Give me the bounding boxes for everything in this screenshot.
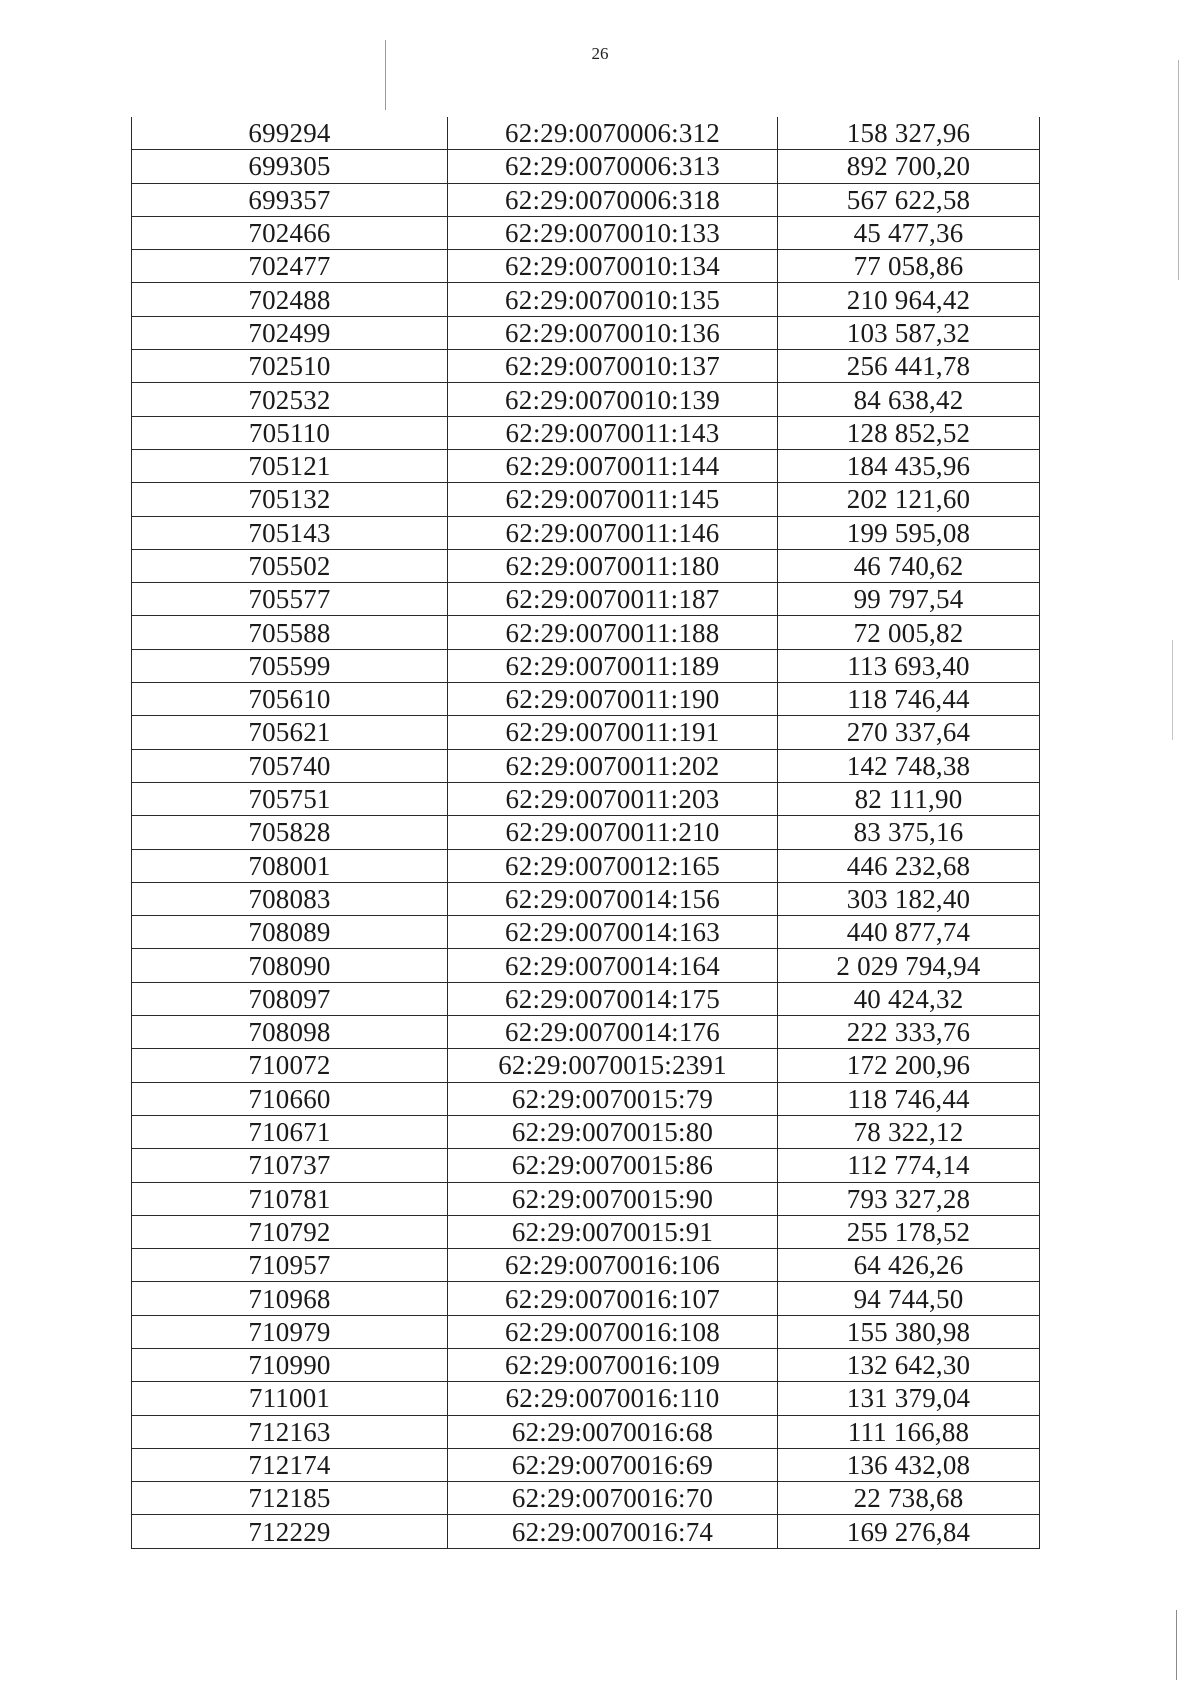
table-row: [132, 416, 1040, 449]
value-cell: 103 587,32: [778, 316, 1040, 349]
record-number-cell: 712229: [132, 1515, 448, 1548]
table-row: [132, 1215, 1040, 1248]
value-cell: 158 327,96: [778, 117, 1040, 150]
table-row: [132, 649, 1040, 682]
table-row: [132, 316, 1040, 349]
cadastral-number-cell: 62:29:0070014:163: [448, 916, 778, 949]
table-row: [132, 716, 1040, 749]
cadastral-number-cell: 62:29:0070016:106: [448, 1249, 778, 1282]
record-number-cell: 708083: [132, 882, 448, 915]
table-row: [132, 1182, 1040, 1215]
value-cell: 131 379,04: [778, 1382, 1040, 1415]
cadastral-number-cell: 62:29:0070006:313: [448, 150, 778, 183]
value-cell: 169 276,84: [778, 1515, 1040, 1548]
value-cell: 40 424,32: [778, 982, 1040, 1015]
table-row: [132, 1448, 1040, 1481]
record-number-cell: 705143: [132, 516, 448, 549]
record-number-cell: 705121: [132, 449, 448, 482]
record-number-cell: 702499: [132, 316, 448, 349]
table-row: [132, 1482, 1040, 1515]
table-row: [132, 683, 1040, 716]
value-cell: 567 622,58: [778, 183, 1040, 216]
value-cell: 45 477,36: [778, 216, 1040, 249]
record-number-cell: 711001: [132, 1382, 448, 1415]
cadastral-number-cell: 62:29:0070011:203: [448, 782, 778, 815]
value-cell: 112 774,14: [778, 1149, 1040, 1182]
scan-artifact-line: [1176, 1610, 1177, 1680]
value-cell: 46 740,62: [778, 549, 1040, 582]
record-number-cell: 708089: [132, 916, 448, 949]
record-number-cell: 705621: [132, 716, 448, 749]
value-cell: 77 058,86: [778, 250, 1040, 283]
record-number-cell: 702532: [132, 383, 448, 416]
record-number-cell: 705502: [132, 549, 448, 582]
record-number-cell: 710781: [132, 1182, 448, 1215]
record-number-cell: 702488: [132, 283, 448, 316]
record-number-cell: 710792: [132, 1215, 448, 1248]
table-row: [132, 1382, 1040, 1415]
value-cell: 184 435,96: [778, 449, 1040, 482]
record-number-cell: 710968: [132, 1282, 448, 1315]
table-row: [132, 1415, 1040, 1448]
table-row: [132, 183, 1040, 216]
value-cell: 113 693,40: [778, 649, 1040, 682]
cadastral-number-cell: 62:29:0070011:187: [448, 583, 778, 616]
record-number-cell: 710979: [132, 1315, 448, 1348]
cadastral-number-cell: 62:29:0070015:2391: [448, 1049, 778, 1082]
scan-artifact-line: [1178, 60, 1179, 280]
record-number-cell: 710957: [132, 1249, 448, 1282]
cadastral-number-cell: 62:29:0070015:90: [448, 1182, 778, 1215]
record-number-cell: 708090: [132, 949, 448, 982]
table-row: [132, 749, 1040, 782]
record-number-cell: 705828: [132, 816, 448, 849]
value-cell: 446 232,68: [778, 849, 1040, 882]
table-row: [132, 117, 1040, 150]
cadastral-number-cell: 62:29:0070016:110: [448, 1382, 778, 1415]
table-body: [132, 117, 1040, 1548]
record-number-cell: 710072: [132, 1049, 448, 1082]
table-row: [132, 916, 1040, 949]
cadastral-number-cell: 62:29:0070016:69: [448, 1448, 778, 1481]
table-row: [132, 150, 1040, 183]
cadastral-number-cell: 62:29:0070012:165: [448, 849, 778, 882]
table-row: [132, 250, 1040, 283]
table-row: [132, 449, 1040, 482]
record-number-cell: 699357: [132, 183, 448, 216]
table-row: [132, 1016, 1040, 1049]
cadastral-number-cell: 62:29:0070006:312: [448, 117, 778, 150]
value-cell: 64 426,26: [778, 1249, 1040, 1282]
value-cell: 440 877,74: [778, 916, 1040, 949]
cadastral-number-cell: 62:29:0070011:189: [448, 649, 778, 682]
record-number-cell: 708098: [132, 1016, 448, 1049]
cadastral-number-cell: 62:29:0070011:180: [448, 549, 778, 582]
record-number-cell: 705751: [132, 782, 448, 815]
value-cell: 303 182,40: [778, 882, 1040, 915]
cadastral-number-cell: 62:29:0070011:146: [448, 516, 778, 549]
cadastral-number-cell: 62:29:0070010:137: [448, 350, 778, 383]
record-number-cell: 705610: [132, 683, 448, 716]
value-cell: 111 166,88: [778, 1415, 1040, 1448]
value-cell: 118 746,44: [778, 683, 1040, 716]
cadastral-number-cell: 62:29:0070014:176: [448, 1016, 778, 1049]
page-number: 26: [591, 44, 609, 63]
value-cell: 94 744,50: [778, 1282, 1040, 1315]
record-number-cell: 710737: [132, 1149, 448, 1182]
record-number-cell: 702466: [132, 216, 448, 249]
table-row: [132, 583, 1040, 616]
record-number-cell: 705110: [132, 416, 448, 449]
table-row: [132, 949, 1040, 982]
cadastral-number-cell: 62:29:0070015:80: [448, 1115, 778, 1148]
table-row: [132, 350, 1040, 383]
table-row: [132, 882, 1040, 915]
value-cell: 202 121,60: [778, 483, 1040, 516]
table-row: [132, 1149, 1040, 1182]
cadastral-number-cell: 62:29:0070015:86: [448, 1149, 778, 1182]
record-number-cell: 712185: [132, 1482, 448, 1515]
table-row: [132, 1282, 1040, 1315]
cadastral-number-cell: 62:29:0070016:107: [448, 1282, 778, 1315]
cadastral-number-cell: 62:29:0070015:79: [448, 1082, 778, 1115]
cadastral-number-cell: 62:29:0070011:188: [448, 616, 778, 649]
table-row: [132, 549, 1040, 582]
cadastral-number-cell: 62:29:0070011:144: [448, 449, 778, 482]
value-cell: 83 375,16: [778, 816, 1040, 849]
value-cell: 72 005,82: [778, 616, 1040, 649]
cadastral-number-cell: 62:29:0070011:143: [448, 416, 778, 449]
cadastral-number-cell: 62:29:0070011:202: [448, 749, 778, 782]
cadastral-number-cell: 62:29:0070011:210: [448, 816, 778, 849]
record-number-cell: 710990: [132, 1348, 448, 1381]
cadastral-number-cell: 62:29:0070010:139: [448, 383, 778, 416]
value-cell: 210 964,42: [778, 283, 1040, 316]
value-cell: 136 432,08: [778, 1448, 1040, 1481]
cadastral-number-cell: 62:29:0070011:191: [448, 716, 778, 749]
cadastral-number-cell: 62:29:0070016:109: [448, 1348, 778, 1381]
cadastral-number-cell: 62:29:0070011:190: [448, 683, 778, 716]
record-number-cell: 702510: [132, 350, 448, 383]
value-cell: 22 738,68: [778, 1482, 1040, 1515]
table-row: [132, 982, 1040, 1015]
table-row: [132, 849, 1040, 882]
value-cell: 78 322,12: [778, 1115, 1040, 1148]
table-row: [132, 383, 1040, 416]
value-cell: 84 638,42: [778, 383, 1040, 416]
record-number-cell: 705740: [132, 749, 448, 782]
record-number-cell: 705599: [132, 649, 448, 682]
cadastral-number-cell: 62:29:0070015:91: [448, 1215, 778, 1248]
record-number-cell: 705588: [132, 616, 448, 649]
cadastral-number-cell: 62:29:0070016:70: [448, 1482, 778, 1515]
cadastral-number-cell: 62:29:0070016:108: [448, 1315, 778, 1348]
table-row: [132, 516, 1040, 549]
record-number-cell: 705577: [132, 583, 448, 616]
table-row: [132, 782, 1040, 815]
cadastral-number-cell: 62:29:0070014:156: [448, 882, 778, 915]
record-number-cell: 708097: [132, 982, 448, 1015]
value-cell: 142 748,38: [778, 749, 1040, 782]
value-cell: 172 200,96: [778, 1049, 1040, 1082]
table-row: [132, 1315, 1040, 1348]
value-cell: 270 337,64: [778, 716, 1040, 749]
value-cell: 82 111,90: [778, 782, 1040, 815]
table-row: [132, 1515, 1040, 1548]
table-row: [132, 616, 1040, 649]
cadastral-number-cell: 62:29:0070014:175: [448, 982, 778, 1015]
value-cell: 256 441,78: [778, 350, 1040, 383]
cadastral-number-cell: 62:29:0070010:133: [448, 216, 778, 249]
value-cell: 892 700,20: [778, 150, 1040, 183]
cadastral-number-cell: 62:29:0070010:134: [448, 250, 778, 283]
value-cell: 118 746,44: [778, 1082, 1040, 1115]
cadastral-number-cell: 62:29:0070010:136: [448, 316, 778, 349]
scan-artifact-line: [385, 40, 386, 110]
table-row: [132, 283, 1040, 316]
scan-artifact-line: [1172, 640, 1173, 740]
value-cell: 128 852,52: [778, 416, 1040, 449]
table-row: [132, 1082, 1040, 1115]
table-row: [132, 1049, 1040, 1082]
record-number-cell: 710671: [132, 1115, 448, 1148]
cadastral-number-cell: 62:29:0070016:68: [448, 1415, 778, 1448]
record-number-cell: 710660: [132, 1082, 448, 1115]
record-number-cell: 702477: [132, 250, 448, 283]
value-cell: 99 797,54: [778, 583, 1040, 616]
table-row: [132, 483, 1040, 516]
value-cell: 2 029 794,94: [778, 949, 1040, 982]
record-number-cell: 705132: [132, 483, 448, 516]
table-row: [132, 816, 1040, 849]
table-row: [132, 1348, 1040, 1381]
value-cell: 132 642,30: [778, 1348, 1040, 1381]
table-row: [132, 1249, 1040, 1282]
value-cell: 155 380,98: [778, 1315, 1040, 1348]
table-row: [132, 216, 1040, 249]
record-number-cell: 699294: [132, 117, 448, 150]
record-number-cell: 699305: [132, 150, 448, 183]
value-cell: 793 327,28: [778, 1182, 1040, 1215]
cadastral-number-cell: 62:29:0070006:318: [448, 183, 778, 216]
record-number-cell: 712174: [132, 1448, 448, 1481]
data-table: [131, 117, 1040, 1549]
cadastral-number-cell: 62:29:0070010:135: [448, 283, 778, 316]
value-cell: 255 178,52: [778, 1215, 1040, 1248]
value-cell: 222 333,76: [778, 1016, 1040, 1049]
cadastral-number-cell: 62:29:0070011:145: [448, 483, 778, 516]
cadastral-number-cell: 62:29:0070014:164: [448, 949, 778, 982]
cadastral-number-cell: 62:29:0070016:74: [448, 1515, 778, 1548]
table-row: [132, 1115, 1040, 1148]
record-number-cell: 712163: [132, 1415, 448, 1448]
value-cell: 199 595,08: [778, 516, 1040, 549]
record-number-cell: 708001: [132, 849, 448, 882]
